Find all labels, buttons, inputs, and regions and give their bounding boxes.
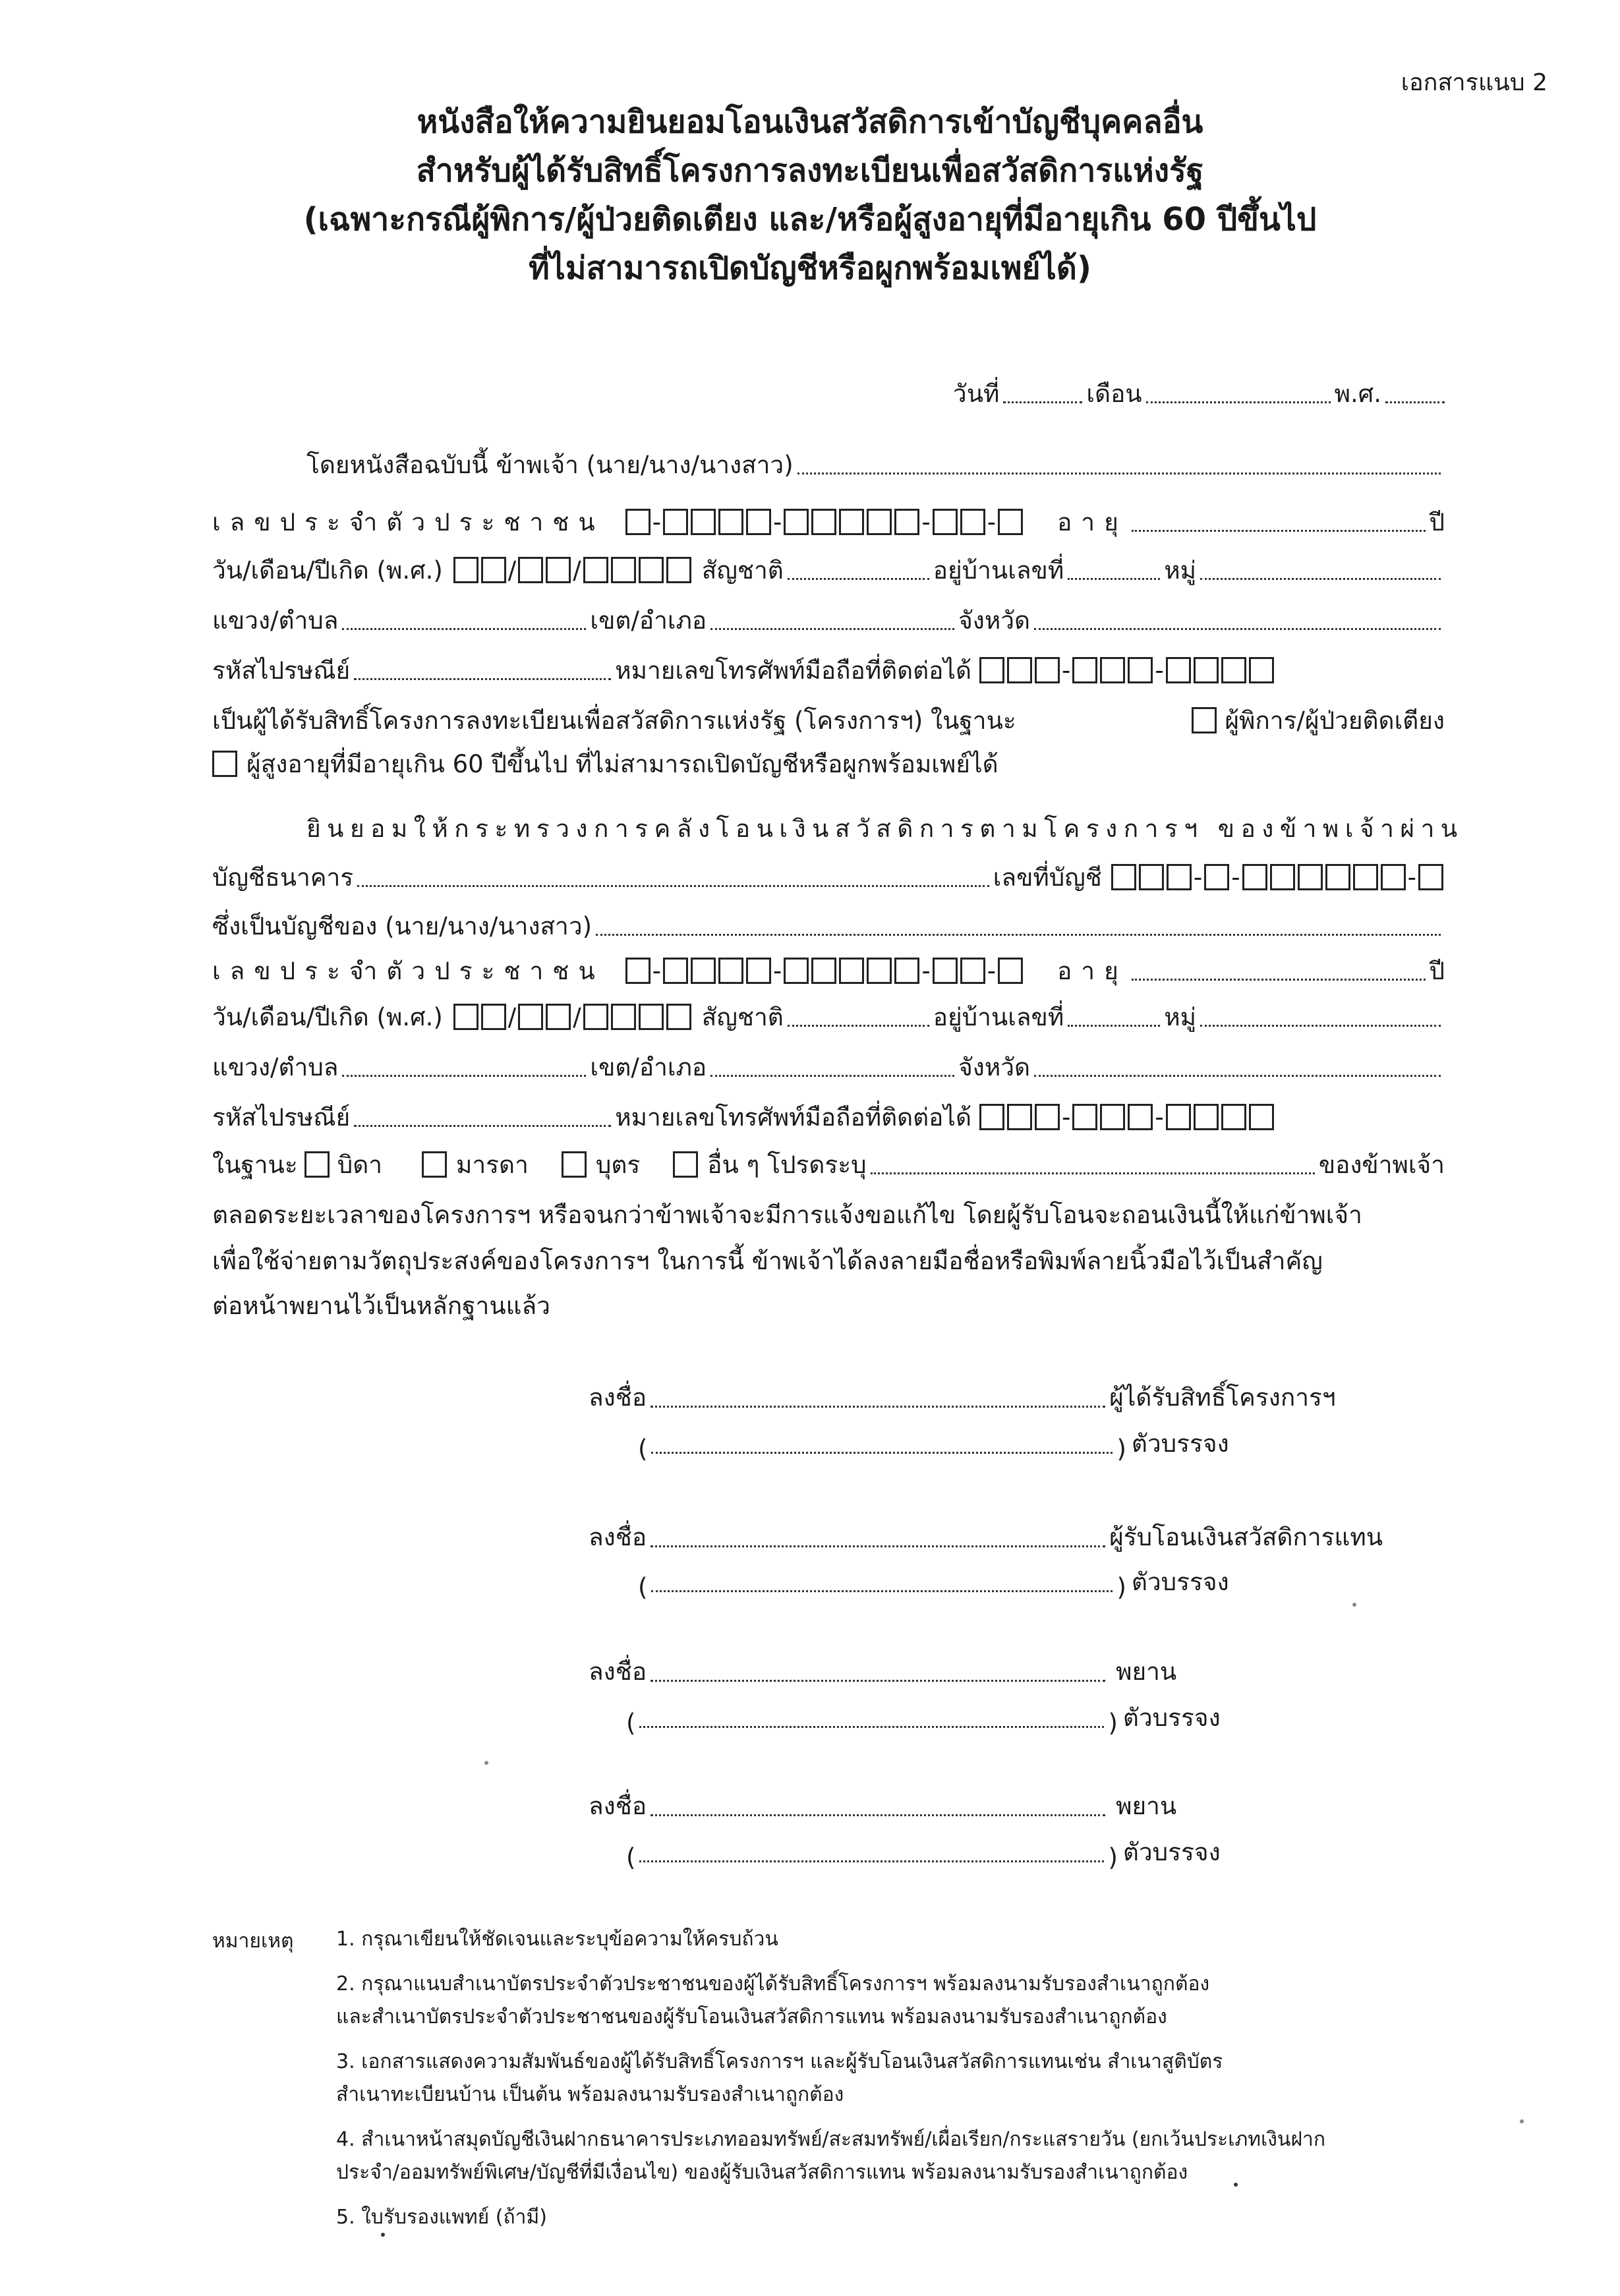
consent-text: ยินยอมให้กระทรวงการคลังโอนเงินสวัสดิการตามโครงการฯ ของข้าพเจ้าผ่าน — [306, 815, 1464, 843]
subdistrict-label: แขวง/ตำบล — [212, 1053, 339, 1081]
digit-box[interactable] — [1249, 657, 1274, 683]
signature-field[interactable] — [651, 1814, 1105, 1816]
closing-text: เพื่อใช้จ่ายตามวัตถุประสงค์ของโครงการฯ ในการนี้ ข้าพเจ้าได้ลงลายมือชื่อหรือพิมพ์ลายนิ้วมือไว้เป็นสำคัญ — [212, 1247, 1323, 1275]
digit-box[interactable] — [1100, 1104, 1125, 1130]
scan-speck — [381, 2233, 385, 2237]
note-line: สำเนาทะเบียนบ้าน เป็นต้น พร้อมลงนามรับรองสำเนาถูกต้อง — [336, 2083, 844, 2106]
separator: - — [1231, 863, 1240, 892]
province-label: จังหวัด — [958, 1053, 1031, 1081]
printed-name-label: ตัวบรรจง — [1122, 1838, 1221, 1866]
birthdate-boxes-2[interactable] — [452, 999, 693, 1036]
separator: - — [1193, 863, 1203, 892]
digit-box[interactable] — [960, 958, 985, 984]
digit-box[interactable] — [1167, 864, 1192, 890]
digit-box[interactable] — [1270, 864, 1295, 890]
digit-box[interactable] — [546, 1004, 571, 1030]
digit-box[interactable] — [933, 958, 958, 984]
age-field[interactable] — [1132, 530, 1426, 532]
digit-box[interactable] — [625, 509, 651, 535]
digit-box[interactable] — [839, 958, 864, 984]
digit-box[interactable] — [718, 958, 743, 984]
digit-box[interactable] — [1204, 864, 1229, 890]
printed-name-beneficiary: ( ) ตัวบรรจง — [638, 1426, 1229, 1463]
id-number-boxes-2[interactable] — [624, 953, 1024, 990]
mother-label: มารดา — [456, 1151, 529, 1179]
title-line: หนังสือให้ความยินยอมโอนเงินสวัสดิการเข้าบัญชีบุคคลอื่น — [417, 103, 1203, 140]
other-field[interactable] — [871, 1172, 1315, 1174]
sign-label: ลงชื่อ — [589, 1383, 647, 1412]
digit-box[interactable] — [867, 958, 892, 984]
separator: / — [507, 1003, 517, 1031]
subdistrict-field-2[interactable] — [342, 1075, 586, 1077]
closing-line — [212, 1288, 1445, 1325]
digit-box[interactable] — [1325, 864, 1350, 890]
contact-row — [212, 652, 1445, 689]
owner-label: ซึ่งเป็นบัญชีของ (นาย/นาง/นางสาว) — [212, 912, 593, 940]
digit-box[interactable] — [1194, 657, 1219, 683]
owner-row — [212, 908, 1445, 945]
postcode-label: รหัสไปรษณีย์ — [212, 656, 351, 685]
digit-box[interactable] — [998, 509, 1023, 535]
digit-box[interactable] — [960, 509, 985, 535]
digit-box[interactable] — [894, 958, 919, 984]
digit-box[interactable] — [784, 509, 809, 535]
separator: - — [987, 957, 997, 985]
closing-line — [212, 1243, 1445, 1280]
nationality-label: สัญชาติ — [701, 1003, 784, 1031]
digit-box[interactable] — [1100, 657, 1125, 683]
digit-box[interactable] — [1242, 864, 1267, 890]
printed-name-field[interactable] — [639, 1860, 1104, 1862]
digit-box[interactable] — [666, 1004, 691, 1030]
consent-row — [306, 811, 1464, 847]
moo-label: หมู่ — [1164, 556, 1197, 585]
elderly-checkbox[interactable] — [212, 751, 237, 777]
signature-beneficiary — [589, 1380, 1336, 1417]
birth-row — [212, 552, 1445, 589]
intro-line — [306, 447, 1445, 484]
subdistrict-field[interactable] — [342, 628, 586, 630]
birth-row-2 — [212, 999, 1445, 1036]
province-label: จังหวัด — [958, 606, 1031, 635]
id-row-2 — [212, 953, 1445, 990]
digit-box[interactable] — [546, 557, 571, 583]
digit-box[interactable] — [611, 1004, 636, 1030]
separator: - — [1155, 656, 1164, 685]
relation-row — [212, 1147, 1445, 1184]
month-field[interactable] — [1146, 401, 1331, 403]
elderly-option-label: ผู้สูงอายุที่มีอายุเกิน 60 ปีขึ้นไป ที่ไม่สามารถเปิดบัญชีหรือผูกพร้อมเพย์ได้ — [246, 750, 998, 778]
month-label: เดือน — [1086, 380, 1142, 408]
father-checkbox[interactable] — [304, 1151, 330, 1178]
scan-speck — [1520, 2119, 1524, 2123]
separator: - — [773, 957, 782, 985]
document-title — [0, 98, 1620, 293]
digit-box[interactable] — [746, 958, 771, 984]
digit-box[interactable] — [1128, 1104, 1153, 1130]
digit-box[interactable] — [583, 1004, 608, 1030]
digit-box[interactable] — [663, 509, 688, 535]
house-label: อยู่บ้านเลขที่ — [933, 556, 1064, 585]
closing-text: ต่อหน้าพยานไว้เป็นหลักฐานแล้ว — [212, 1292, 550, 1320]
signature-role: พยาน — [1116, 1657, 1177, 1686]
status-row — [212, 703, 1445, 739]
digit-box[interactable] — [481, 1004, 506, 1030]
attachment-label: เอกสารแนบ 2 — [1401, 69, 1548, 96]
scan-speck — [1352, 1603, 1356, 1607]
separator: / — [573, 556, 581, 585]
other-checkbox[interactable] — [673, 1151, 698, 1178]
bank-label: บัญชีธนาคาร — [212, 863, 354, 892]
id-label: เลขประจำตัวประชาชน — [212, 957, 604, 985]
id-label: เลขประจำตัวประชาชน — [212, 508, 604, 536]
father-label: บิดา — [337, 1151, 383, 1179]
address-row-2 — [212, 1049, 1445, 1086]
account-number-boxes[interactable] — [1110, 859, 1445, 896]
separator: - — [773, 508, 782, 536]
elderly-row — [212, 746, 1445, 783]
nationality-field[interactable] — [788, 578, 929, 580]
note-line: 5. ใบรับรองแพทย์ (ถ้ามี) — [336, 2206, 547, 2229]
disabled-checkbox[interactable] — [1192, 707, 1217, 733]
sign-label: ลงชื่อ — [589, 1523, 647, 1551]
signature-role: ผู้ได้รับสิทธิ์โครงการฯ — [1109, 1383, 1336, 1412]
signature-witness-1 — [589, 1654, 1176, 1691]
child-checkbox[interactable] — [562, 1151, 587, 1178]
digit-box[interactable] — [1381, 864, 1406, 890]
district-field[interactable] — [710, 628, 954, 630]
scan-speck — [484, 1761, 488, 1765]
digit-box[interactable] — [1007, 657, 1032, 683]
printed-name-label: ตัวบรรจง — [1131, 1568, 1229, 1596]
house-field[interactable] — [1068, 578, 1160, 580]
account-no-label: เลขที่บัญชี — [993, 863, 1102, 892]
digit-box[interactable] — [639, 557, 664, 583]
digit-box[interactable] — [1166, 1104, 1191, 1130]
disabled-option-label: ผู้พิการ/ผู้ป่วยติดเตียง — [1225, 706, 1445, 735]
digit-box[interactable] — [481, 557, 506, 583]
mobile-boxes-2[interactable] — [978, 1099, 1275, 1136]
digit-box[interactable] — [1111, 864, 1136, 890]
age-field-2[interactable] — [1132, 979, 1426, 981]
digit-box[interactable] — [839, 509, 864, 535]
nationality-field-2[interactable] — [788, 1025, 929, 1027]
notes-list — [336, 1923, 1445, 2234]
bank-field[interactable] — [357, 885, 989, 887]
birthdate-label: วัน/เดือน/ปีเกิด (พ.ศ.) — [212, 556, 443, 585]
separator: / — [573, 1003, 581, 1031]
years-label: ปี — [1429, 957, 1445, 985]
digit-box[interactable] — [746, 509, 771, 535]
digit-box[interactable] — [1139, 864, 1164, 890]
postcode-field[interactable] — [354, 678, 611, 680]
day-field[interactable] — [1003, 401, 1082, 403]
digit-box[interactable] — [867, 509, 892, 535]
age-label: อายุ — [1057, 957, 1128, 985]
province-field-2[interactable] — [1034, 1075, 1441, 1077]
separator: - — [1155, 1103, 1164, 1132]
nationality-label: สัญชาติ — [701, 556, 784, 585]
bank-row — [212, 859, 1445, 896]
digit-box[interactable] — [998, 958, 1023, 984]
digit-box[interactable] — [1194, 1104, 1219, 1130]
digit-box[interactable] — [979, 657, 1004, 683]
intro-text: โดยหนังสือฉบับนี้ ข้าพเจ้า (นาย/นาง/นางสาว) — [306, 451, 794, 479]
id-row — [212, 504, 1445, 541]
separator: / — [507, 556, 517, 585]
separator: - — [921, 508, 931, 536]
digit-box[interactable] — [1166, 657, 1191, 683]
printed-name-field[interactable] — [651, 1590, 1113, 1592]
digit-box[interactable] — [811, 958, 836, 984]
digit-box[interactable] — [1353, 864, 1378, 890]
digit-box[interactable] — [1035, 657, 1060, 683]
digit-box[interactable] — [1007, 1104, 1032, 1130]
printed-name-witness-1: ( ) ตัวบรรจง — [626, 1700, 1221, 1737]
digit-box[interactable] — [691, 509, 716, 535]
digit-box[interactable] — [1221, 1104, 1246, 1130]
address-row — [212, 602, 1445, 639]
digit-box[interactable] — [1221, 657, 1246, 683]
digit-box[interactable] — [1249, 1104, 1274, 1130]
house-label: อยู่บ้านเลขที่ — [933, 1003, 1064, 1031]
separator: - — [1062, 656, 1071, 685]
district-field-2[interactable] — [710, 1075, 954, 1077]
digit-box[interactable] — [639, 1004, 664, 1030]
signature-role: ผู้รับโอนเงินสวัสดิการแทน — [1109, 1523, 1383, 1551]
moo-field[interactable] — [1200, 578, 1441, 580]
note-line: 3. เอกสารแสดงความสัมพันธ์ของผู้ได้รับสิทธิ์โครงการฯ และผู้รับโอนเงินสวัสดิการแทนเช่น สำเนาสูติบัตร — [336, 2050, 1223, 2073]
signature-field[interactable] — [651, 1545, 1105, 1547]
digit-box[interactable] — [718, 509, 743, 535]
signature-role: พยาน — [1116, 1792, 1177, 1820]
status-text: เป็นผู้ได้รับสิทธิ์โครงการลงทะเบียนเพื่อสวัสดิการแห่งรัฐ (โครงการฯ) ในฐานะ — [212, 706, 1016, 735]
title-line: สำหรับผู้ได้รับสิทธิ์โครงการลงทะเบียนเพื่อสวัสดิการแห่งรัฐ — [416, 152, 1204, 189]
digit-box[interactable] — [518, 557, 543, 583]
subdistrict-label: แขวง/ตำบล — [212, 606, 339, 635]
day-label: วันที่ — [952, 380, 1000, 408]
scan-speck — [1234, 2183, 1238, 2187]
signature-transferee — [589, 1520, 1383, 1557]
id-number-boxes[interactable] — [624, 504, 1024, 541]
note-line: 1. กรุณาเขียนให้ชัดเจนและระบุข้อความให้ครบถ้วน — [336, 1928, 778, 1951]
sign-label: ลงชื่อ — [589, 1792, 647, 1820]
postcode-field-2[interactable] — [354, 1125, 611, 1127]
mobile-label: หมายเลขโทรศัพท์มือถือที่ติดต่อได้ — [615, 656, 972, 685]
printed-name-transferee: ( ) ตัวบรรจง — [638, 1564, 1229, 1601]
note-line: 4. สำเนาหน้าสมุดบัญชีเงินฝากธนาคารประเภทออมทรัพย์/สะสมทรัพย์/เผื่อเรียก/กระแสรายวัน (ยกเว้นประเภทเงินฝาก — [336, 2128, 1326, 2151]
digit-box[interactable] — [453, 1004, 478, 1030]
printed-name-label: ตัวบรรจง — [1122, 1704, 1221, 1732]
title-line: (เฉพาะกรณีผู้พิการ/ผู้ป่วยติดเตียง และ/หรือผู้สูงอายุที่มีอายุเกิน 60 ปีขึ้นไป — [303, 201, 1317, 238]
digit-box[interactable] — [979, 1104, 1004, 1130]
year-label: พ.ศ. — [1334, 380, 1381, 408]
sign-label: ลงชื่อ — [589, 1657, 647, 1686]
contact-row-2 — [212, 1099, 1445, 1136]
printed-name-label: ตัวบรรจง — [1131, 1429, 1229, 1458]
closing-line — [212, 1197, 1445, 1234]
digit-box[interactable] — [784, 958, 809, 984]
date-line — [212, 376, 1445, 413]
digit-box[interactable] — [1072, 1104, 1097, 1130]
relation-prefix: ในฐานะ — [212, 1151, 298, 1179]
child-label: บุตร — [595, 1151, 641, 1179]
notes-label: หมายเหตุ — [212, 1930, 294, 1953]
digit-box[interactable] — [1418, 864, 1443, 890]
separator: - — [921, 957, 931, 985]
separator: - — [652, 508, 661, 536]
digit-box[interactable] — [1128, 657, 1153, 683]
digit-box[interactable] — [894, 509, 919, 535]
birthdate-boxes[interactable] — [452, 552, 693, 589]
moo-field-2[interactable] — [1200, 1025, 1441, 1027]
signature-field[interactable] — [651, 1406, 1105, 1408]
separator: - — [987, 508, 997, 536]
relation-suffix: ของข้าพเจ้า — [1318, 1151, 1445, 1179]
year-field[interactable] — [1385, 401, 1445, 403]
years-label: ปี — [1429, 508, 1445, 536]
closing-text: ตลอดระยะเวลาของโครงการฯ หรือจนกว่าข้าพเจ้าจะมีการแจ้งขอแก้ไข โดยผู้รับโอนจะถอนเงินนี้ให้แก่ข้าพเจ้า — [212, 1201, 1362, 1229]
birthdate-label: วัน/เดือน/ปีเกิด (พ.ศ.) — [212, 1003, 443, 1031]
separator: - — [652, 957, 661, 985]
digit-box[interactable] — [611, 557, 636, 583]
separator: - — [1407, 863, 1416, 892]
note-line: ประจำ/ออมทรัพย์พิเศษ/บัญชีที่มีเงื่อนไข) ของผู้รับเงินสวัสดิการแทน พร้อมลงนามรับรองสำเนาถูกต้อง — [336, 2161, 1188, 2184]
district-label: เขต/อำเภอ — [590, 1053, 707, 1081]
mother-checkbox[interactable] — [422, 1151, 447, 1178]
digit-box[interactable] — [811, 509, 836, 535]
digit-box[interactable] — [518, 1004, 543, 1030]
note-line: และสำเนาบัตรประจำตัวประชาชนของผู้รับโอนเงินสวัสดิการแทน พร้อมลงนามรับรองสำเนาถูกต้อง — [336, 2005, 1167, 2028]
signature-field[interactable] — [651, 1680, 1105, 1682]
district-label: เขต/อำเภอ — [590, 606, 707, 635]
postcode-label: รหัสไปรษณีย์ — [212, 1103, 351, 1132]
printed-name-field[interactable] — [639, 1726, 1104, 1728]
digit-box[interactable] — [691, 958, 716, 984]
note-line: 2. กรุณาแนบสำเนาบัตรประจำตัวประชาชนของผู้ได้รับสิทธิ์โครงการฯ พร้อมลงนามรับรองสำเนาถูกต้อง — [336, 1972, 1210, 1995]
digit-box[interactable] — [583, 557, 608, 583]
digit-box[interactable] — [453, 557, 478, 583]
digit-box[interactable] — [1298, 864, 1323, 890]
digit-box[interactable] — [1072, 657, 1097, 683]
digit-box[interactable] — [625, 958, 651, 984]
separator: - — [1062, 1103, 1071, 1132]
other-label: อื่น ๆ โปรดระบุ — [707, 1151, 867, 1179]
digit-box[interactable] — [663, 958, 688, 984]
digit-box[interactable] — [1035, 1104, 1060, 1130]
title-line: ที่ไม่สามารถเปิดบัญชีหรือผูกพร้อมเพย์ได้) — [529, 250, 1091, 287]
printed-name-witness-2: ( ) ตัวบรรจง — [626, 1835, 1221, 1872]
province-field[interactable] — [1034, 628, 1441, 630]
signature-witness-2 — [589, 1789, 1176, 1825]
moo-label: หมู่ — [1164, 1003, 1197, 1031]
printed-name-field[interactable] — [651, 1452, 1113, 1454]
age-label: อายุ — [1057, 508, 1128, 536]
name-field[interactable] — [797, 473, 1441, 474]
owner-field[interactable] — [596, 934, 1441, 936]
digit-box[interactable] — [933, 509, 958, 535]
mobile-label: หมายเลขโทรศัพท์มือถือที่ติดต่อได้ — [615, 1103, 972, 1132]
mobile-boxes[interactable] — [978, 652, 1275, 689]
house-field-2[interactable] — [1068, 1025, 1160, 1027]
digit-box[interactable] — [666, 557, 691, 583]
